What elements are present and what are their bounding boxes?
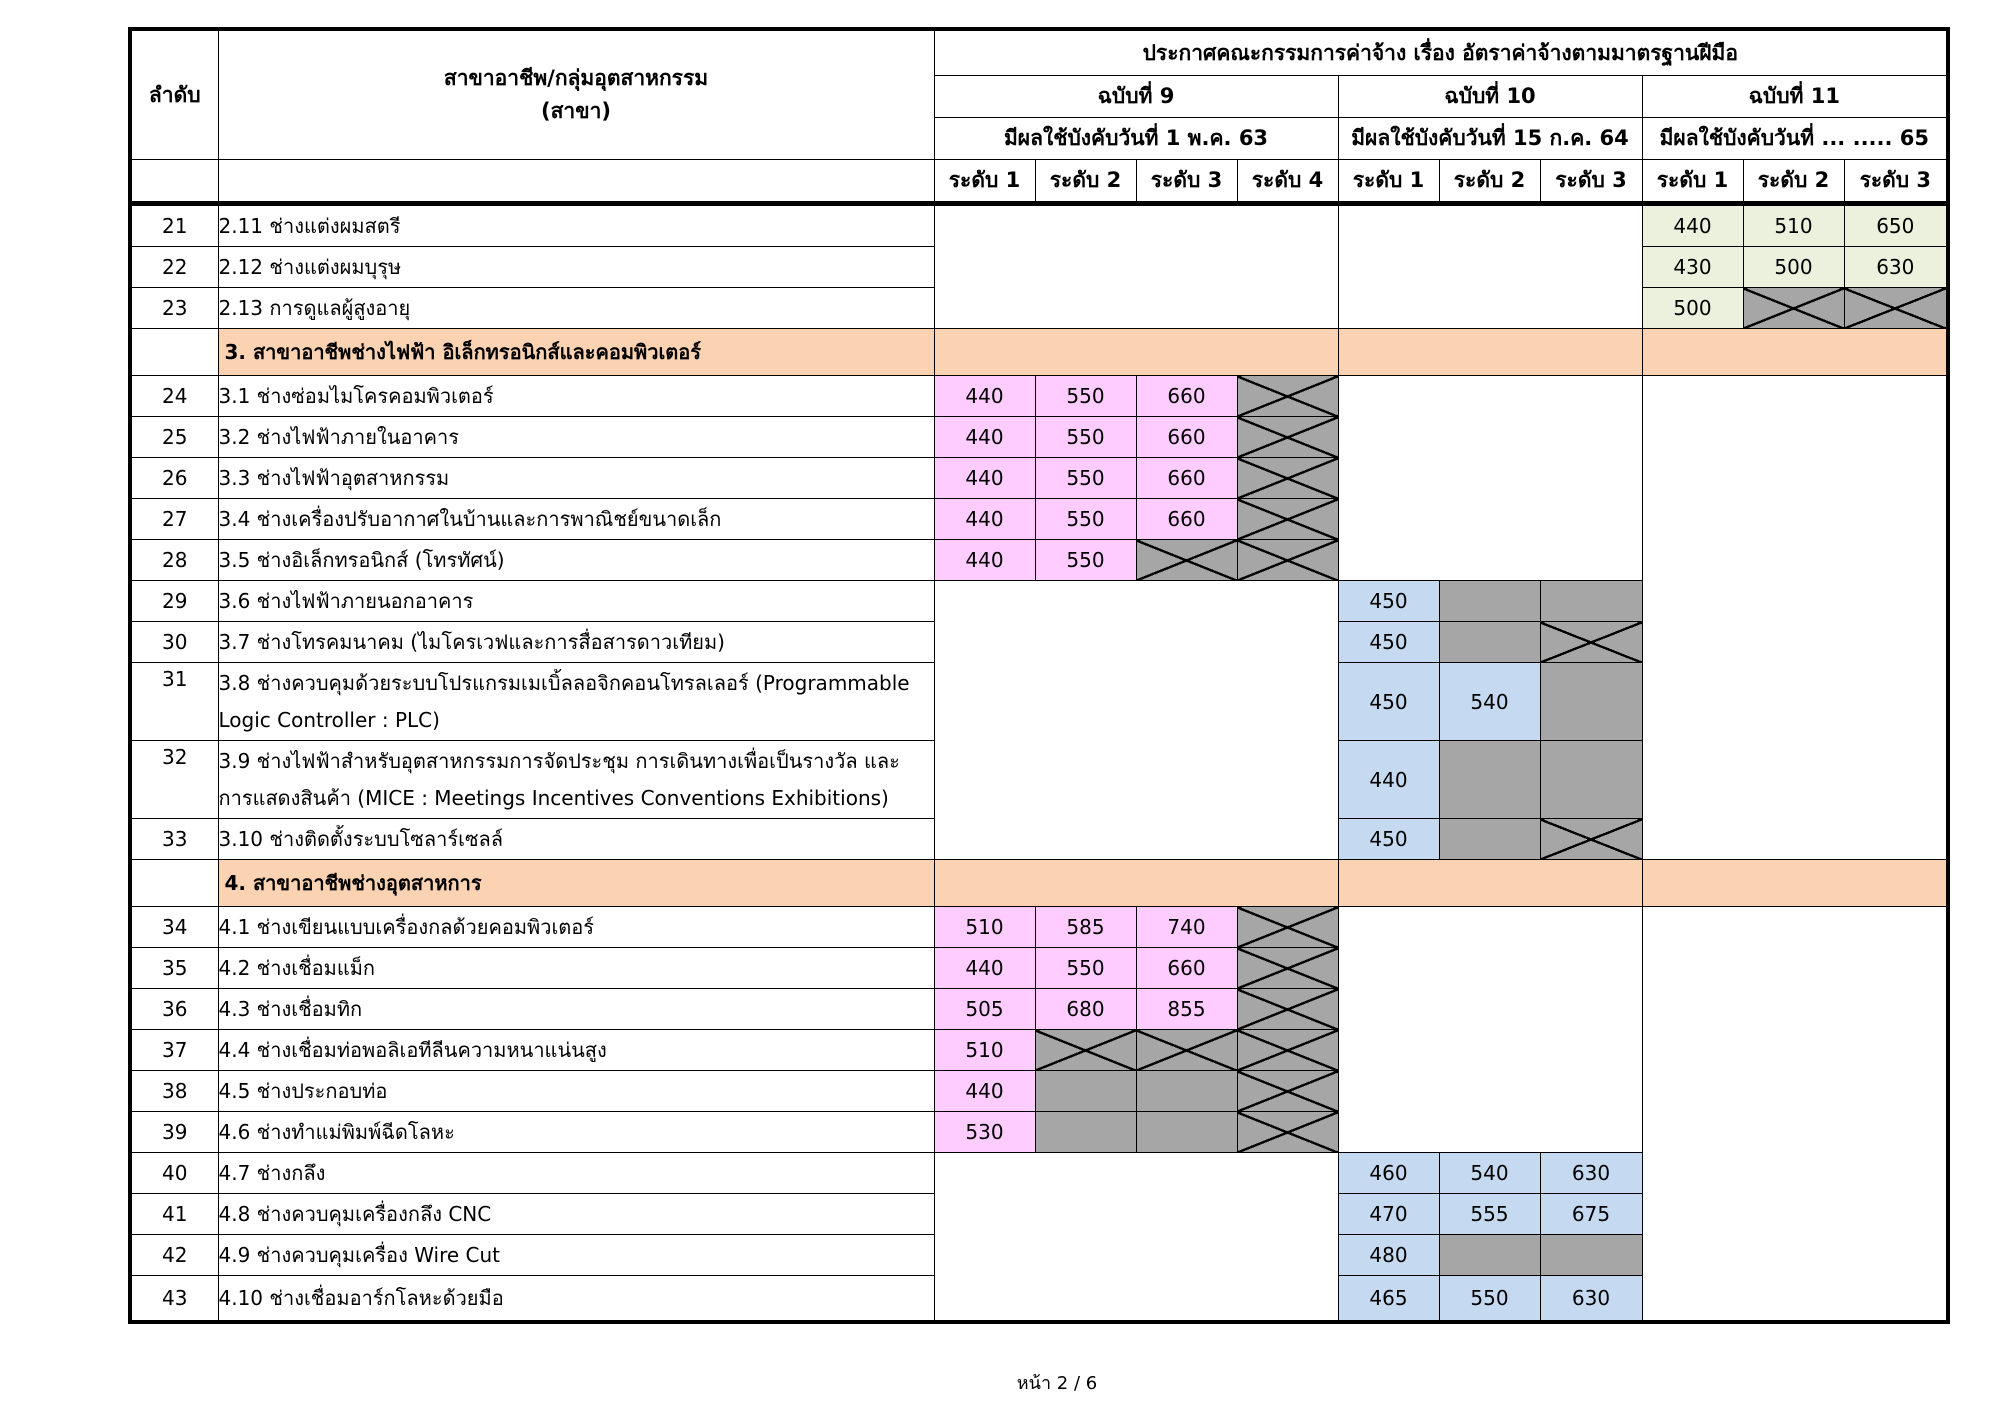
header-level: ระดับ 3 <box>1844 160 1948 204</box>
rate-cell: 430 <box>1642 247 1743 288</box>
header-level: ระดับ 1 <box>1642 160 1743 204</box>
rate-cell: 550 <box>1439 1276 1540 1323</box>
header-level: ระดับ 2 <box>1439 160 1540 204</box>
rate-cell: 440 <box>1338 741 1439 819</box>
category-title: 4. สาขาอาชีพช่างอุตสาหการ <box>218 860 934 907</box>
row-no: 40 <box>130 1153 218 1194</box>
rate-cell: 650 <box>1844 204 1948 247</box>
not-applicable-cell <box>1035 1030 1136 1071</box>
rate-cell: 505 <box>934 989 1035 1030</box>
row-no: 21 <box>130 204 218 247</box>
row-no: 38 <box>130 1071 218 1112</box>
not-applicable-cell <box>1237 499 1338 540</box>
unavailable-cell <box>1439 581 1540 622</box>
rate-cell: 450 <box>1338 819 1439 860</box>
not-applicable-cell <box>1237 540 1338 581</box>
row-occupation: 3.1 ช่างซ่อมไมโครคอมพิวเตอร์ <box>218 376 934 417</box>
rate-cell: 470 <box>1338 1194 1439 1235</box>
unavailable-cell <box>1439 622 1540 663</box>
row-no: 36 <box>130 989 218 1030</box>
rate-cell: 660 <box>1136 417 1237 458</box>
rate-cell: 480 <box>1338 1235 1439 1276</box>
rate-cell: 510 <box>1743 204 1844 247</box>
rate-cell: 585 <box>1035 907 1136 948</box>
row-occupation: 4.8 ช่างควบคุมเครื่องกลึง CNC <box>218 1194 934 1235</box>
unavailable-cell <box>1540 581 1642 622</box>
rate-cell: 510 <box>934 907 1035 948</box>
rate-cell: 450 <box>1338 663 1439 741</box>
row-occupation: 3.7 ช่างโทรคมนาคม (ไมโครเวฟและการสื่อสารดาวเทียม) <box>218 622 934 663</box>
rate-cell: 550 <box>1035 948 1136 989</box>
rate-cell: 440 <box>934 1071 1035 1112</box>
header-effective-11: มีผลใช้บังคับวันที่ ... ..... 65 <box>1642 118 1948 160</box>
header-level: ระดับ 3 <box>1540 160 1642 204</box>
row-occupation: 4.3 ช่างเชื่อมทิก <box>218 989 934 1030</box>
row-occupation: 3.3 ช่างไฟฟ้าอุตสาหกรรม <box>218 458 934 499</box>
rate-cell: 740 <box>1136 907 1237 948</box>
rate-cell: 500 <box>1743 247 1844 288</box>
header-level: ระดับ 2 <box>1743 160 1844 204</box>
rate-cell: 660 <box>1136 458 1237 499</box>
header-level: ระดับ 4 <box>1237 160 1338 204</box>
rate-cell: 555 <box>1439 1194 1540 1235</box>
header-level: ระดับ 2 <box>1035 160 1136 204</box>
rate-cell: 440 <box>934 499 1035 540</box>
row-occupation: 4.6 ช่างทำแม่พิมพ์ฉีดโลหะ <box>218 1112 934 1153</box>
rate-cell: 440 <box>934 540 1035 581</box>
row-no: 30 <box>130 622 218 663</box>
rate-cell: 630 <box>1540 1153 1642 1194</box>
page-number: หน้า 2 / 6 <box>1016 1373 1098 1394</box>
row-occupation: 4.10 ช่างเชื่อมอาร์กโลหะด้วยมือ <box>218 1276 934 1323</box>
row-no: 43 <box>130 1276 218 1323</box>
rate-cell: 440 <box>934 458 1035 499</box>
unavailable-cell <box>1540 1235 1642 1276</box>
header-occupation <box>218 29 934 160</box>
row-occupation: 4.2 ช่างเชื่อมแม็ก <box>218 948 934 989</box>
row-occupation: 2.11 ช่างแต่งผมสตรี <box>218 204 934 247</box>
not-applicable-cell <box>1540 622 1642 663</box>
table-row <box>130 907 1948 948</box>
rate-cell: 855 <box>1136 989 1237 1030</box>
rate-cell: 660 <box>1136 376 1237 417</box>
unavailable-cell <box>1136 1112 1237 1153</box>
row-no: 31 <box>130 663 218 741</box>
category-row <box>130 860 1948 907</box>
category-row <box>130 329 1948 376</box>
edition-9-empty <box>934 1153 1338 1323</box>
header-no: ลำดับ <box>130 29 218 160</box>
row-occupation: 3.4 ช่างเครื่องปรับอากาศในบ้านและการพาณิชย์ขนาดเล็ก <box>218 499 934 540</box>
row-no: 41 <box>130 1194 218 1235</box>
row-no: 39 <box>130 1112 218 1153</box>
row-no: 25 <box>130 417 218 458</box>
rate-cell: 660 <box>1136 948 1237 989</box>
row-no: 26 <box>130 458 218 499</box>
not-applicable-cell <box>1844 288 1948 329</box>
row-occupation: 2.12 ช่างแต่งผมบุรุษ <box>218 247 934 288</box>
not-applicable-cell <box>1237 376 1338 417</box>
rate-cell: 440 <box>934 948 1035 989</box>
rate-cell: 550 <box>1035 376 1136 417</box>
header-edition-11: ฉบับที่ 11 <box>1642 76 1948 118</box>
edition-10-empty <box>1338 907 1642 1153</box>
not-applicable-cell <box>1237 1071 1338 1112</box>
rate-cell: 440 <box>1642 204 1743 247</box>
row-occupation: 3.9 ช่างไฟฟ้าสำหรับอุตสาหกรรมการจัดประชุม การเดินทางเพื่อเป็นรางวัล และการแสดงสินค้า (MICE : Meetings Incentives Conventions Exhibitions) <box>218 741 934 819</box>
header-level: ระดับ 1 <box>934 160 1035 204</box>
not-applicable-cell <box>1743 288 1844 329</box>
header-edition-10: ฉบับที่ 10 <box>1338 76 1642 118</box>
rate-cell: 450 <box>1338 581 1439 622</box>
row-no: 29 <box>130 581 218 622</box>
unavailable-cell <box>1540 663 1642 741</box>
header-announcement: ประกาศคณะกรรมการค่าจ้าง เรื่อง อัตราค่าจ้างตามมาตรฐานฝีมือ <box>934 29 1948 76</box>
row-occupation: 4.5 ช่างประกอบท่อ <box>218 1071 934 1112</box>
edition-9-empty <box>934 204 1338 329</box>
unavailable-cell <box>1439 1235 1540 1276</box>
not-applicable-cell <box>1540 819 1642 860</box>
edition-10-empty <box>1338 376 1642 581</box>
row-occupation: 3.2 ช่างไฟฟ้าภายในอาคาร <box>218 417 934 458</box>
not-applicable-cell <box>1237 1030 1338 1071</box>
row-no: 32 <box>130 741 218 819</box>
row-occupation: 3.6 ช่างไฟฟ้าภายนอกอาคาร <box>218 581 934 622</box>
not-applicable-cell <box>1136 540 1237 581</box>
row-occupation: 3.10 ช่างติดตั้งระบบโซลาร์เซลล์ <box>218 819 934 860</box>
wage-rate-table <box>128 27 1950 1324</box>
row-no: 22 <box>130 247 218 288</box>
edition-9-empty <box>934 581 1338 860</box>
unavailable-cell <box>1439 819 1540 860</box>
unavailable-cell <box>1136 1071 1237 1112</box>
rate-cell: 630 <box>1540 1276 1642 1323</box>
header-occupation-line2: (สาขา) <box>541 99 611 123</box>
unavailable-cell <box>1540 741 1642 819</box>
not-applicable-cell <box>1237 417 1338 458</box>
rate-cell: 675 <box>1540 1194 1642 1235</box>
row-occupation: 4.1 ช่างเขียนแบบเครื่องกลด้วยคอมพิวเตอร์ <box>218 907 934 948</box>
row-occupation: 3.5 ช่างอิเล็กทรอนิกส์ (โทรทัศน์) <box>218 540 934 581</box>
rate-cell: 680 <box>1035 989 1136 1030</box>
row-no: 37 <box>130 1030 218 1071</box>
rate-cell: 660 <box>1136 499 1237 540</box>
rate-cell: 440 <box>934 417 1035 458</box>
header-edition-9: ฉบับที่ 9 <box>934 76 1338 118</box>
rate-cell: 510 <box>934 1030 1035 1071</box>
rate-cell: 630 <box>1844 247 1948 288</box>
row-no: 28 <box>130 540 218 581</box>
row-occupation: 2.13 การดูแลผู้สูงอายุ <box>218 288 934 329</box>
unavailable-cell <box>1035 1071 1136 1112</box>
rate-cell: 450 <box>1338 622 1439 663</box>
rate-cell: 465 <box>1338 1276 1439 1323</box>
table-row <box>130 376 1948 417</box>
rate-cell: 550 <box>1035 540 1136 581</box>
row-occupation: 4.7 ช่างกลึง <box>218 1153 934 1194</box>
not-applicable-cell <box>1136 1030 1237 1071</box>
not-applicable-cell <box>1237 907 1338 948</box>
row-no: 23 <box>130 288 218 329</box>
edition-11-empty <box>1642 376 1948 860</box>
rate-cell: 540 <box>1439 663 1540 741</box>
edition-11-empty <box>1642 907 1948 1323</box>
unavailable-cell <box>1439 741 1540 819</box>
table-row <box>130 204 1948 247</box>
header-occupation-line1: สาขาอาชีพ/กลุ่มอุตสาหกรรม <box>443 66 709 90</box>
rate-cell: 530 <box>934 1112 1035 1153</box>
category-title: 3. สาขาอาชีพช่างไฟฟ้า อิเล็กทรอนิกส์และคอมพิวเตอร์ <box>218 329 934 376</box>
not-applicable-cell <box>1237 948 1338 989</box>
row-no: 27 <box>130 499 218 540</box>
not-applicable-cell <box>1237 458 1338 499</box>
header-level: ระดับ 1 <box>1338 160 1439 204</box>
row-occupation: 4.9 ช่างควบคุมเครื่อง Wire Cut <box>218 1235 934 1276</box>
unavailable-cell <box>1035 1112 1136 1153</box>
not-applicable-cell <box>1237 1112 1338 1153</box>
edition-10-empty <box>1338 204 1642 329</box>
row-no: 24 <box>130 376 218 417</box>
row-no: 34 <box>130 907 218 948</box>
not-applicable-cell <box>1237 989 1338 1030</box>
rate-cell: 550 <box>1035 458 1136 499</box>
rate-cell: 550 <box>1035 417 1136 458</box>
row-no: 35 <box>130 948 218 989</box>
rate-cell: 440 <box>934 376 1035 417</box>
rate-cell: 540 <box>1439 1153 1540 1194</box>
row-occupation: 3.8 ช่างควบคุมด้วยระบบโปรแกรมเมเบิ้ลลอจิกคอนโทรลเลอร์ (Programmable Logic Controller : PLC) <box>218 663 934 741</box>
row-no: 42 <box>130 1235 218 1276</box>
header-level: ระดับ 3 <box>1136 160 1237 204</box>
row-occupation: 4.4 ช่างเชื่อมท่อพอลิเอทีลีนความหนาแน่นสูง <box>218 1030 934 1071</box>
row-no: 33 <box>130 819 218 860</box>
header-effective-10: มีผลใช้บังคับวันที่ 15 ก.ค. 64 <box>1338 118 1642 160</box>
rate-cell: 460 <box>1338 1153 1439 1194</box>
rate-cell: 500 <box>1642 288 1743 329</box>
rate-cell: 550 <box>1035 499 1136 540</box>
header-effective-9: มีผลใช้บังคับวันที่ 1 พ.ค. 63 <box>934 118 1338 160</box>
